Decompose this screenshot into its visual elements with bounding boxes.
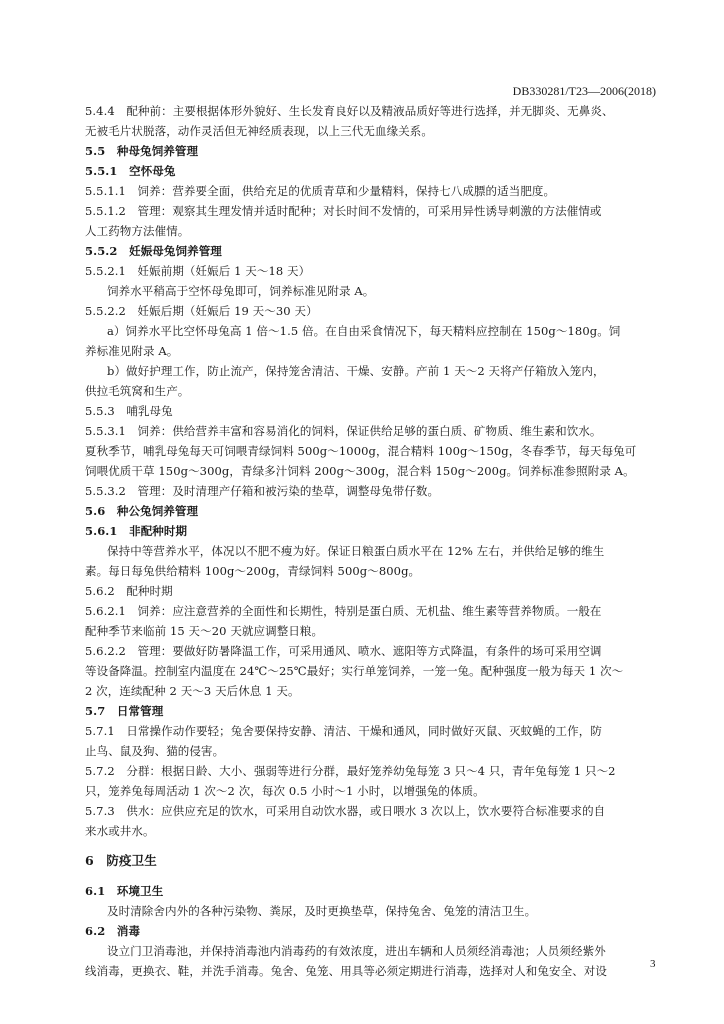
text-line: 素。每日每兔供给精料 100g～200g，青绿饲料 500g～800g。 <box>85 564 421 578</box>
text-line: 饲养水平稍高于空怀母兔即可，饲养标准见附录 A。 <box>107 284 375 298</box>
section-heading: 5.6.2 配种时期 <box>85 584 173 598</box>
text-line: 及时清除舍内外的各种污染物、粪尿，及时更换垫草，保持兔舍、兔笼的清洁卫生。 <box>107 904 537 918</box>
text-line: a）饲养水平比空怀母兔高 1 倍～1.5 倍。在自由采食情况下，每天精料应控制在 150g～180g。饲 <box>107 324 621 338</box>
text-line: 止鸟、鼠及狗、猫的侵害。 <box>85 744 225 758</box>
text-line: 5.5.1.2 管理：观察其生理发情并适时配种；对长时间不发情的，可采用异性诱导刺激的方法催情或 <box>85 204 602 218</box>
chapter-heading: 6 防疫卫生 <box>85 853 157 868</box>
section-heading: 6.1 环境卫生 <box>85 884 164 898</box>
text-line: 5.7.2 分群：根据日龄、大小、强弱等进行分群，最好笼养幼兔每笼 3 只～4 只，青年兔每笼 1 只～2 <box>85 764 616 778</box>
page-number: 3 <box>650 958 656 970</box>
text-line: 设立门卫消毒池，并保持消毒池内消毒药的有效浓度，进出车辆和人员须经消毒池；人员须经紫外 <box>107 944 606 958</box>
text-line: 线消毒，更换衣、鞋，并洗手消毒。兔舍、兔笼、用具等必须定期进行消毒，选择对人和兔安全、对设 <box>85 964 607 978</box>
text-line: 配种季节来临前 15 天～20 天就应调整日粮。 <box>85 624 324 638</box>
section-heading: 5.5.3 哺乳母兔 <box>85 404 173 418</box>
section-heading: 5.5.2 妊娠母兔饲养管理 <box>85 244 222 258</box>
text-line: 5.6.2.2 管理：要做好防暑降温工作，可采用通风、喷水、遮阳等方式降温，有条件的场可采用空调 <box>85 644 602 658</box>
text-line: 2 次，连续配种 2 天～3 天后休息 1 天。 <box>85 684 300 698</box>
text-line: 无被毛片状脱落，动作灵活但无神经质表现，以上三代无血缘关系。 <box>85 124 433 138</box>
text-line: 5.5.3.2 管理：及时清理产仔箱和被污染的垫草，调整母兔带仔数。 <box>85 484 440 498</box>
text-line: 夏秋季节，哺乳母兔每天可饲喂青绿饲料 500g～1000g，混合精料 100g～150g，冬春季节，每天每兔可 <box>85 444 637 458</box>
section-heading: 5.5 种母兔饲养管理 <box>85 144 199 158</box>
text-line: 等设备降温。控制室内温度在 24℃～25℃最好；实行单笼饲养，一笼一兔。配种强度一般为每天 1 次～ <box>85 664 624 678</box>
text-line: 供拉毛筑窝和生产。 <box>85 384 190 398</box>
text-line: 5.7.3 供水：应供应充足的饮水，可采用自动饮水器，或日喂水 3 次以上，饮水要符合标准要求的自 <box>85 804 606 818</box>
section-heading: 5.5.1 空怀母兔 <box>85 164 176 178</box>
text-line: 5.5.2.2 妊娠后期（妊娠后 19 天～30 天） <box>85 304 318 318</box>
text-line: 5.6.2.1 饲养：应注意营养的全面性和长期性，特别是蛋白质、无机盐、维生素等营养物质。一般在 <box>85 604 602 618</box>
text-line: 养标准见附录 A。 <box>85 344 179 358</box>
section-heading: 5.7 日常管理 <box>85 704 164 718</box>
text-line: 饲喂优质干草 150g～300g，青绿多汁饲料 200g～300g，混合料 150g～200g。饲养标准参照附录 A。 <box>85 464 635 478</box>
section-heading: 5.6.1 非配种时期 <box>85 524 188 538</box>
text-line: 保持中等营养水平，体况以不肥不瘦为好。保证日粮蛋白质水平在 12% 左右，并供给足够的维生 <box>107 544 605 558</box>
text-line: 只，笼养兔每周活动 1 次～2 次，每次 0.5 小时～1 小时，以增强兔的体质。 <box>85 784 485 798</box>
text-line: 5.5.2.1 妊娠前期（妊娠后 1 天～18 天） <box>85 264 311 278</box>
text-line: b）做好护理工作，防止流产，保持笼舍清洁、干燥、安静。产前 1 天～2 天将产仔箱放入笼内， <box>107 364 605 378</box>
text-line: 5.4.4 配种前：主要根据体形外貌好、生长发育良好以及精液品质好等进行选择，并无脚炎、无鼻炎、 <box>85 104 614 118</box>
section-heading: 6.2 消毒 <box>85 924 141 938</box>
text-line: 来水或井水。 <box>85 824 155 838</box>
document-code-header: DB330281/T23—2006(2018) <box>512 84 656 98</box>
text-line: 5.7.1 日常操作动作要轻；兔舍要保持安静、清洁、干燥和通风，同时做好灭鼠、灭蚊蝇的工作，防 <box>85 724 602 738</box>
section-heading: 5.6 种公兔饲养管理 <box>85 504 199 518</box>
text-line: 人工药物方法催情。 <box>85 224 190 238</box>
text-line: 5.5.3.1 饲养：供给营养丰富和容易消化的饲料，保证供给足够的蛋白质、矿物质、维生素和饮水。 <box>85 424 602 438</box>
text-line: 5.5.1.1 饲养：营养要全面，供给充足的优质青草和少量精料，保持七八成膘的适当肥度。 <box>85 184 556 198</box>
